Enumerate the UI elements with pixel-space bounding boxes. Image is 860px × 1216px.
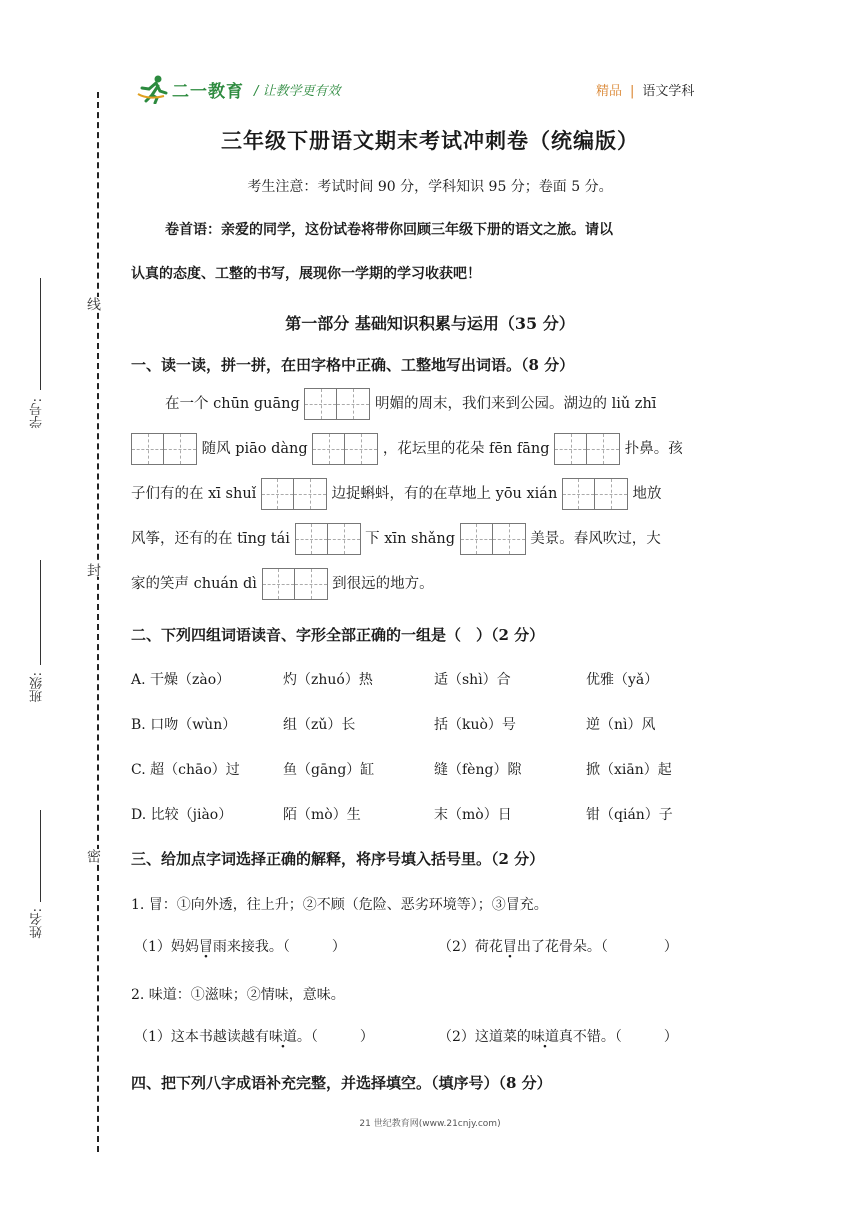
slogan: / 让教学更有效 bbox=[254, 84, 341, 99]
q1-line-5 bbox=[131, 568, 434, 600]
class-field[interactable] bbox=[40, 560, 41, 665]
answer-blank[interactable]: 雨来接我。（ ） bbox=[212, 939, 346, 955]
runner-icon bbox=[136, 74, 170, 104]
q1-text: 风筝，还有的在 tīng tái bbox=[131, 531, 290, 547]
exam-notice: 考生注意：考试时间 90 分，学科知识 95 分；卷面 5 分。 bbox=[247, 179, 613, 195]
tianzige-xishui[interactable] bbox=[261, 478, 327, 510]
option-a-3: 适（shì）合 bbox=[434, 672, 511, 688]
preface-line-2: 认真的态度、工整的书写，展现你一学期的学习收获吧！ bbox=[131, 266, 481, 282]
q1-text: 家的笑声 chuán dì bbox=[131, 576, 257, 592]
subject-tag bbox=[596, 80, 694, 99]
option-d-2: 陌（mò）生 bbox=[283, 807, 361, 823]
sentence-text: （1）这本书越读越有 bbox=[134, 1029, 269, 1045]
preface-line-1: 卷首语：亲爱的同学，这份试卷将带你回顾三年级下册的语文之旅。请以 bbox=[165, 222, 613, 238]
answer-blank[interactable]: 。（ ） bbox=[296, 1029, 374, 1045]
binding-char-mi: 密 bbox=[85, 849, 101, 863]
q3-heading: 三、给加点字词选择正确的解释，将序号填入括号里。（2 分） bbox=[131, 850, 545, 868]
dotted-word: 冒 bbox=[502, 939, 517, 955]
option-b-1[interactable]: B. 口吻（wùn） bbox=[131, 717, 237, 733]
option-a-1[interactable]: A. 干燥（zào） bbox=[131, 672, 231, 688]
option-d-1[interactable]: D. 比较（jiào） bbox=[131, 807, 233, 823]
q4-heading: 四、把下列八字成语补充完整，并选择填空。（填序号）（8 分） bbox=[131, 1074, 552, 1092]
q1-text: 美景。春风吹过，大 bbox=[530, 531, 661, 547]
option-c-4: 掀（xiān）起 bbox=[586, 762, 672, 778]
q1-text: 扑鼻。孩 bbox=[624, 441, 683, 457]
q3-item-1: 1. 冒：①向外透，往上升；②不顾（危险、恶劣环境等）；③冒充。 bbox=[131, 897, 548, 913]
binding-char-xian: 线 bbox=[85, 297, 101, 311]
q1-heading: 一、读一读，拼一拼，在田字格中正确、工整地写出词语。（8 分） bbox=[131, 356, 575, 374]
sentence-text: （2）这道菜的 bbox=[438, 1029, 531, 1045]
q1-text: ，花坛里的花朵 fēn fāng bbox=[382, 441, 550, 457]
q3-item-2-sentence-2 bbox=[438, 1026, 678, 1046]
binding-char-feng: 封 bbox=[85, 563, 101, 577]
binding-dashed-line bbox=[97, 92, 99, 1152]
tianzige-xinshang[interactable] bbox=[460, 523, 526, 555]
option-b-3: 括（kuò）号 bbox=[434, 717, 516, 733]
option-a-4: 优雅（yǎ） bbox=[586, 672, 659, 688]
sentence-text: （2）荷花 bbox=[438, 939, 503, 955]
student-id-field[interactable] bbox=[40, 278, 41, 390]
tianzige-piaodang[interactable] bbox=[312, 433, 378, 465]
tag-separator: | bbox=[630, 84, 635, 99]
dotted-word: 冒 bbox=[198, 939, 213, 955]
dotted-word: 味道 bbox=[268, 1029, 297, 1045]
tag-premium: 精品 bbox=[596, 84, 623, 99]
sentence-text: （1）妈妈 bbox=[134, 939, 199, 955]
q1-text: 在一个 chūn guāng bbox=[165, 396, 300, 412]
q1-line-3 bbox=[131, 478, 662, 510]
option-b-2: 组（zǔ）长 bbox=[283, 717, 356, 733]
option-d-4: 钳（qián）子 bbox=[586, 807, 673, 823]
option-c-3: 缝（fèng）隙 bbox=[434, 762, 522, 778]
q1-text: 到很远的地方。 bbox=[332, 576, 434, 592]
tianzige-chuandi[interactable] bbox=[262, 568, 328, 600]
q1-text: 边捉蝌蚪，有的在草地上 yōu xián bbox=[331, 486, 558, 502]
student-id-label: 学号: bbox=[30, 398, 45, 429]
name-field[interactable] bbox=[40, 810, 41, 902]
q1-text: 下 xīn shǎng bbox=[365, 531, 456, 547]
q1-line-1 bbox=[165, 388, 656, 420]
footer: 21 世纪教育网(www.21cnjy.com) bbox=[359, 1119, 501, 1129]
dotted-word: 味道 bbox=[530, 1029, 559, 1045]
page-title: 三年级下册语文期末考试冲刺卷（统编版） bbox=[221, 128, 639, 153]
answer-blank[interactable]: 真不错。（ ） bbox=[558, 1029, 678, 1045]
class-label: 班级: bbox=[30, 672, 45, 703]
q1-text: 明媚的周末，我们来到公园。湖边的 liǔ zhī bbox=[374, 396, 657, 412]
q1-line-2 bbox=[131, 433, 683, 465]
q3-item-1-sentence-1 bbox=[134, 936, 346, 956]
name-label: 姓名: bbox=[30, 908, 45, 939]
option-c-1[interactable]: C. 超（chāo）过 bbox=[131, 762, 240, 778]
option-b-4: 逆（nì）风 bbox=[586, 717, 656, 733]
logo bbox=[136, 74, 244, 104]
tianzige-tingtai[interactable] bbox=[295, 523, 361, 555]
logo-text: 二一教育 bbox=[172, 81, 244, 102]
q1-text: 随风 piāo dàng bbox=[201, 441, 308, 457]
option-c-2: 鱼（gāng）缸 bbox=[283, 762, 375, 778]
q1-text: 子们有的在 xī shuǐ bbox=[131, 486, 257, 502]
q2-heading: 二、下列四组词语读音、字形全部正确的一组是（ ）（2 分） bbox=[131, 626, 545, 644]
tag-subject: 语文学科 bbox=[642, 84, 695, 99]
tianzige-chunguang[interactable] bbox=[304, 388, 370, 420]
q1-line-4 bbox=[131, 523, 661, 555]
tianzige-liuzhi[interactable] bbox=[131, 433, 197, 465]
q3-item-2: 2. 味道：①滋味；②情味，意味。 bbox=[131, 987, 345, 1003]
option-a-2: 灼（zhuó）热 bbox=[283, 672, 373, 688]
part-heading: 第一部分 基础知识积累与运用（35 分） bbox=[285, 314, 575, 333]
tianzige-youxian[interactable] bbox=[562, 478, 628, 510]
answer-blank[interactable]: 出了花骨朵。（ ） bbox=[516, 939, 678, 955]
tianzige-fenfang[interactable] bbox=[554, 433, 620, 465]
q3-item-1-sentence-2 bbox=[438, 936, 678, 956]
option-d-3: 末（mò）日 bbox=[434, 807, 512, 823]
q3-item-2-sentence-1 bbox=[134, 1026, 374, 1046]
q1-text: 地放 bbox=[632, 486, 662, 502]
